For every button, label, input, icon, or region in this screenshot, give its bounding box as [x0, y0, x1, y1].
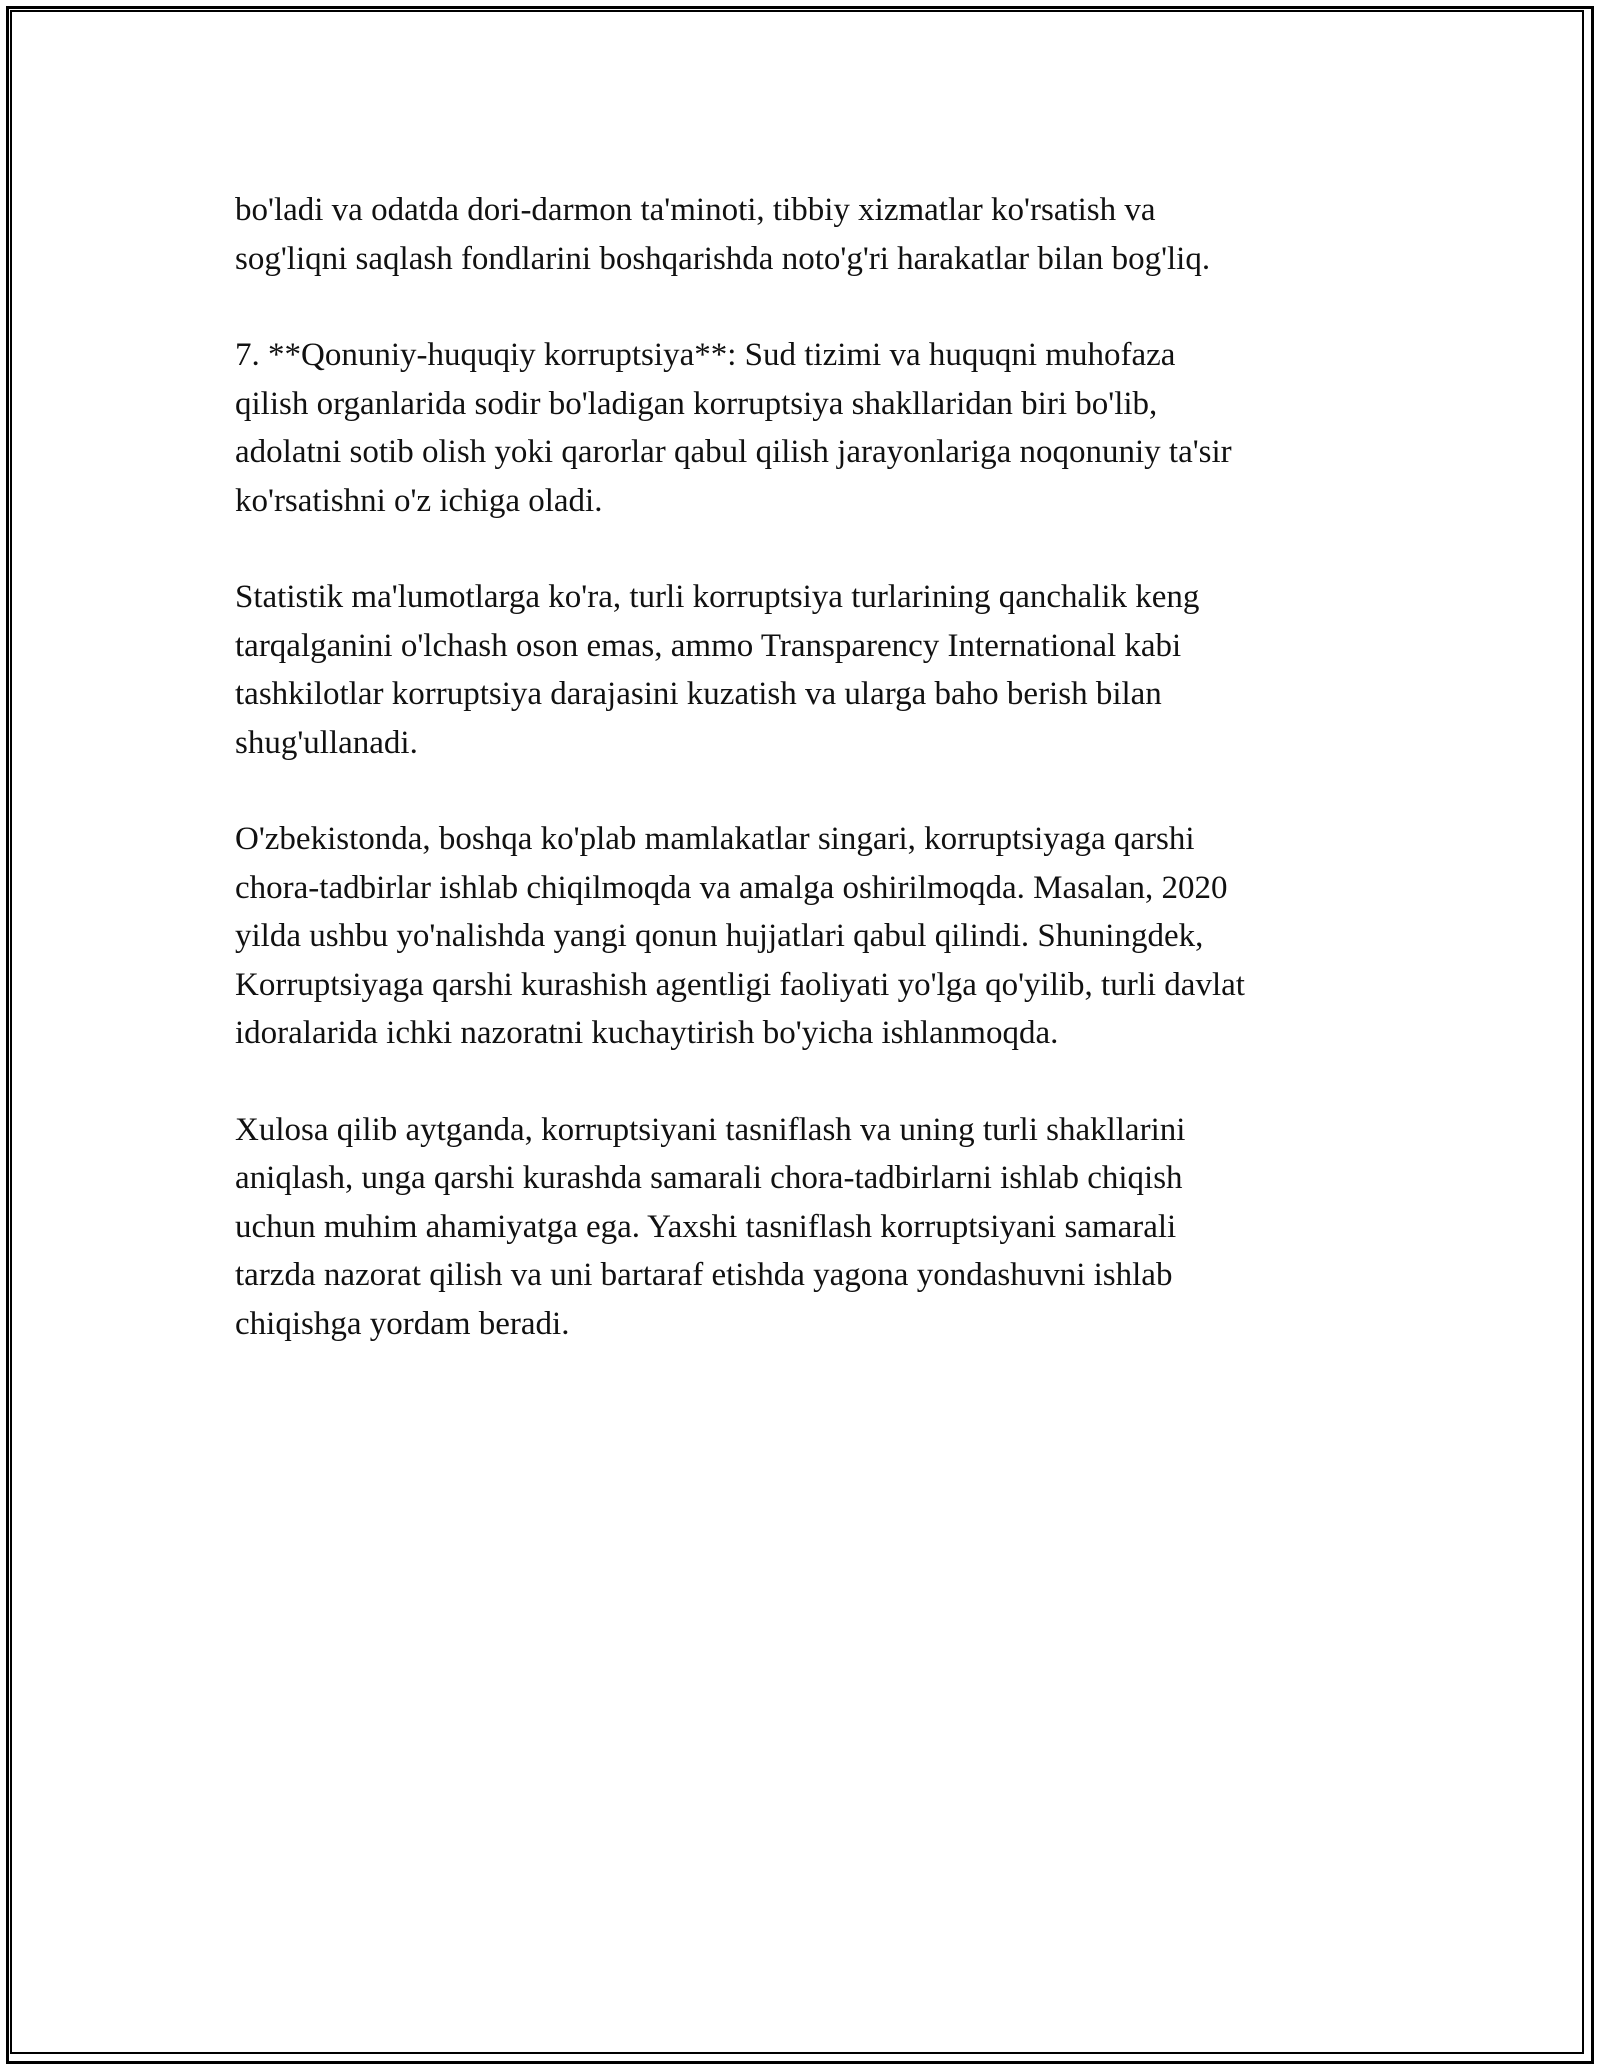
document-body: [235, 186, 1375, 1396]
paragraph-statistics: Statistik ma'lumotlarga ko'ra, turli korruptsiya turlarining qanchalik keng tarqalganini o'lchash oson emas, ammo Transparency International kabi tashkilotlar korruptsiya darajasini kuzatish va ularga baho berish bilan shug'ullanadi.: [235, 579, 1200, 761]
paragraph-healthcare-corruption: bo'ladi va odatda dori-darmon ta'minoti, tibbiy xizmatlar ko'rsatish va sog'liqni saqlash fondlarini boshqarishda noto'g'ri harakatlar bilan bog'liq.: [235, 192, 1211, 277]
paragraph-legal-corruption: 7. **Qonuniy-huquqiy korruptsiya**: Sud tizimi va huquqni muhofaza qilish organlarida sodir bo'ladigan korruptsiya shakllaridan biri bo'lib, adolatni sotib olish yoki qarorlar qabul qilish jarayonlariga noqonuniy ta'sir ko'rsatishni o'z ichiga oladi.: [235, 337, 1232, 519]
paragraph-uzbekistan-measures: O'zbekistonda, boshqa ko'plab mamlakatlar singari, korruptsiyaga qarshi chora-tadbirlar ishlab chiqilmoqda va amalga oshirilmoqda. Masalan, 2020 yilda ushbu yo'nalishda yangi qonun hujjatlari qabul qilindi. Shuningdek, Korruptsiyaga qarshi kurashish agentligi faoliyati yo'lga qo'yilib, turli davlat idoralarida ichki nazoratni kuchaytirish bo'yicha ishlanmoqda.: [235, 821, 1245, 1051]
paragraph-conclusion: Xulosa qilib aytganda, korruptsiyani tasniflash va uning turli shakllarini aniqlash, unga qarshi kurashda samarali chora-tadbirlarni ishlab chiqish uchun muhim ahamiyatga ega. Yaxshi tasniflash korruptsiyani samarali tarzda nazorat qilish va uni bartaraf etishda yagona yondashuvni ishlab chiqishga yordam beradi.: [235, 1111, 1186, 1342]
